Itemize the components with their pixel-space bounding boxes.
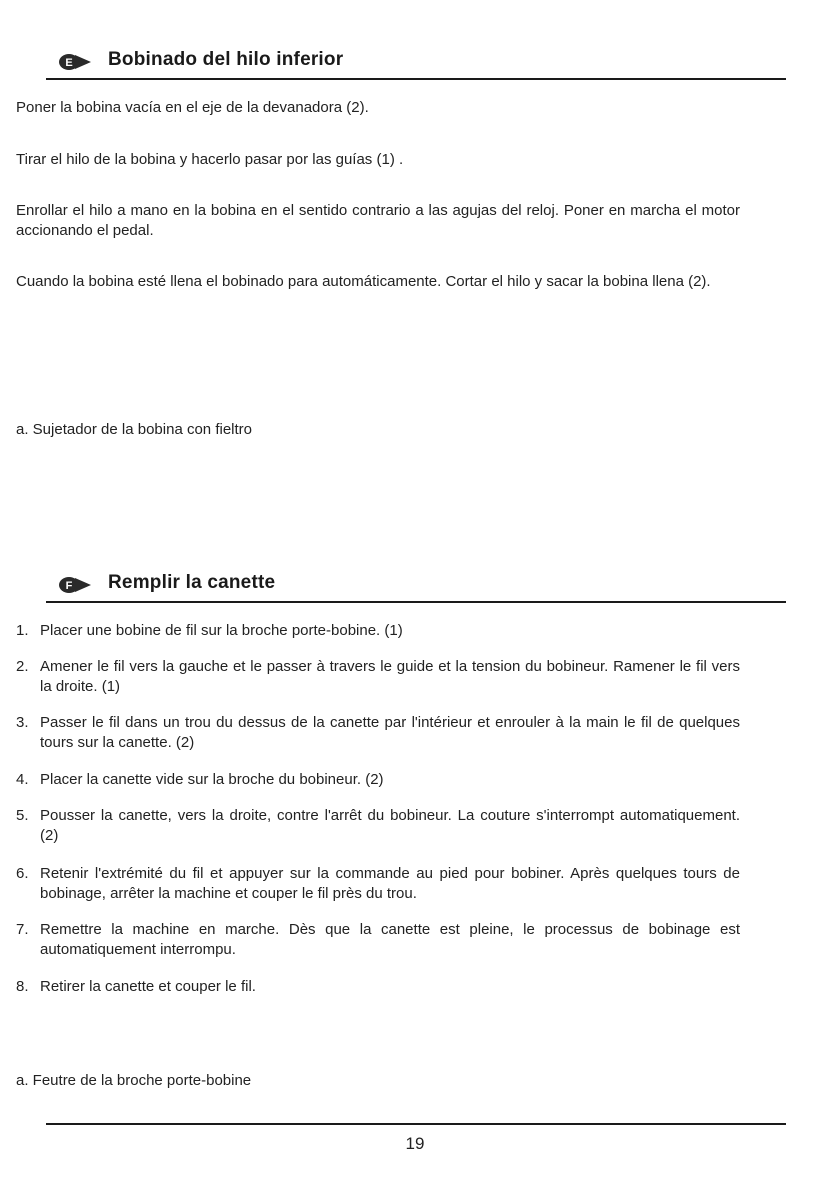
list-item-number: 6. <box>16 865 29 882</box>
list-item-number: 3. <box>16 714 29 731</box>
list-item-text: Amener le fil vers la gauche et le passer à travers le guide et la tension du bobineur. Ramener le fil vers la droite. (1) <box>40 658 740 695</box>
section-es <box>46 48 786 80</box>
list-item-text: Placer une bobine de fil sur la broche porte-bobine. (1) <box>40 622 403 639</box>
section-es-title: Bobinado del hilo inferior <box>108 49 344 70</box>
fr-list-item-5 <box>16 806 740 846</box>
badge-letter-fr: F <box>65 580 73 592</box>
fr-list-item-6 <box>16 864 740 904</box>
fr-list-item-4 <box>16 770 740 790</box>
section-fr <box>46 571 786 603</box>
list-item-text: Remettre la machine en marche. Dès que la canette est pleine, le processus de bobinage est automatiquement interrompu. <box>40 921 740 958</box>
list-item-text: Placer la canette vide sur la broche du bobineur. (2) <box>40 771 384 788</box>
fr-list-item-1 <box>16 621 740 641</box>
es-paragraph-1: Poner la bobina vacía en el eje de la devanadora (2). <box>16 99 369 116</box>
list-item-number: 4. <box>16 771 29 788</box>
fr-list-item-7 <box>16 920 740 960</box>
section-fr-title: Remplir la canette <box>108 572 276 593</box>
list-item-number: 1. <box>16 622 29 639</box>
list-item-text: Retenir l'extrémité du fil et appuyer sur la commande au pied pour bobiner. Après quelques tours de bobinage, arrêter la machine et couper le fil près du trou. <box>40 865 740 902</box>
footer-divider <box>46 1123 786 1125</box>
list-item-text: Retirer la canette et couper le fil. <box>40 978 256 995</box>
list-item-number: 5. <box>16 807 29 824</box>
list-item-number: 7. <box>16 921 29 938</box>
list-item-number: 2. <box>16 658 29 675</box>
fr-list-item-3 <box>16 713 740 753</box>
badge-letter-es: E <box>65 57 73 69</box>
es-paragraph-2: Tirar el hilo de la bobina y hacerlo pasar por las guías (1) . <box>16 151 404 168</box>
language-badge-fr-icon <box>58 576 88 593</box>
language-badge-es-icon <box>58 53 88 70</box>
page-number: 19 <box>405 1134 425 1153</box>
list-item-number: 8. <box>16 978 29 995</box>
fr-list-item-8 <box>16 977 740 997</box>
section-es-heading <box>46 48 786 80</box>
es-paragraph-3: Enrollar el hilo a mano en la bobina en el sentido contrario a las agujas del reloj. Poner en marcha el motor accionando el pedal. <box>16 202 740 239</box>
list-item-text: Pousser la canette, vers la droite, contre l'arrêt du bobineur. La couture s'interrompt automatiquement. (2) <box>40 807 740 844</box>
fr-list-item-2 <box>16 657 740 697</box>
fr-caption: a. Feutre de la broche porte-bobine <box>16 1072 252 1089</box>
es-paragraph-4: Cuando la bobina esté llena el bobinado para automáticamente. Cortar el hilo y sacar la bobina llena (2). <box>16 273 711 290</box>
section-fr-heading <box>46 571 786 603</box>
list-item-text: Passer le fil dans un trou du dessus de la canette par l'intérieur et enrouler à la main le fil de quelques tours sur la canette. (2) <box>40 714 740 751</box>
es-caption: a. Sujetador de la bobina con fieltro <box>16 421 252 438</box>
